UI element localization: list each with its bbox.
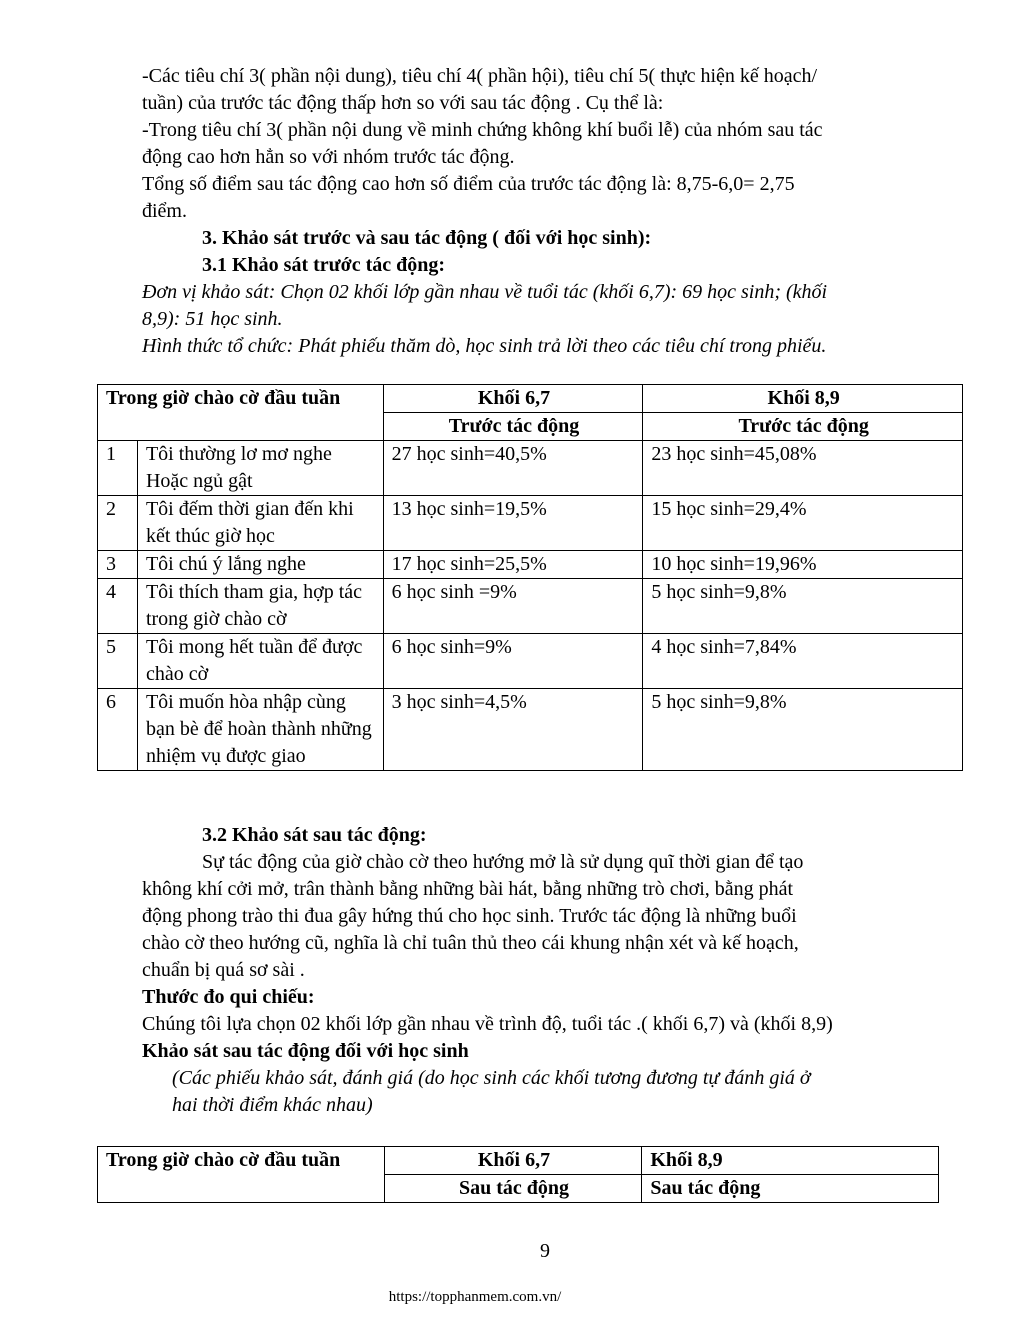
- measure-text: Chúng tôi lựa chọn 02 khối lớp gần nhau về trình độ, tuổi tác .( khối 6,7) và (khối 8,9): [142, 1013, 833, 1035]
- subheader-grade-6-7: Trước tác động: [383, 413, 643, 441]
- page-number: 9: [540, 1240, 550, 1262]
- row-criterion: Tôi đếm thời gian đến khi kết thúc giờ học: [137, 496, 383, 551]
- row-grade-6-7: 6 học sinh=9%: [383, 634, 643, 689]
- row-number: 1: [98, 441, 138, 496]
- impact-paragraph-line-5: chuẩn bị quá sơ sài .: [142, 959, 305, 981]
- header-grade-8-9: Khối 8,9: [643, 385, 963, 413]
- row-grade-8-9: 5 học sinh=9,8%: [643, 579, 963, 634]
- intro-line-3: -Trong tiêu chí 3( phần nội dung về minh chứng không khí buổi lễ) của nhóm sau tác: [142, 119, 823, 141]
- row-grade-8-9: 4 học sinh=7,84%: [643, 634, 963, 689]
- subheader-grade-6-7: Sau tác động: [384, 1175, 642, 1203]
- row-number: 6: [98, 689, 138, 771]
- table-row: [98, 634, 963, 689]
- impact-paragraph-line-3: động phong trào thi đua gây hứng thú cho học sinh. Trước tác động là những buổi: [142, 905, 797, 927]
- measure-heading: Thước đo qui chiếu:: [142, 986, 315, 1008]
- table-header-row: [98, 1147, 939, 1175]
- row-grade-6-7: 3 học sinh=4,5%: [383, 689, 643, 771]
- row-number: 5: [98, 634, 138, 689]
- post-impact-table: [97, 1146, 939, 1203]
- header-criteria: Trong giờ chào cờ đầu tuần: [98, 1147, 385, 1203]
- row-number: 4: [98, 579, 138, 634]
- row-grade-8-9: 10 học sinh=19,96%: [643, 551, 963, 579]
- intro-line-1: -Các tiêu chí 3( phần nội dung), tiêu chí 4( phần hội), tiêu chí 5( thực hiện kế hoạch/: [142, 65, 818, 87]
- section-3-1-heading: 3.1 Khảo sát trước tác động:: [202, 254, 446, 276]
- row-criterion: Tôi thích tham gia, hợp tác trong giờ chào cờ: [137, 579, 383, 634]
- section-3-2-heading: 3.2 Khảo sát sau tác động:: [202, 824, 427, 846]
- impact-paragraph-line-4: chào cờ theo hướng cũ, nghĩa là chỉ tuân thủ theo cái khung nhận xét và kế hoạch,: [142, 932, 799, 954]
- footer-url: https://topphanmem.com.vn/: [388, 1289, 562, 1305]
- subheader-grade-8-9: Sau tác động: [642, 1175, 939, 1203]
- row-criterion: Tôi chú ý lắng nghe: [137, 551, 383, 579]
- row-grade-6-7: 13 học sinh=19,5%: [383, 496, 643, 551]
- intro-line-4: động cao hơn hẳn so với nhóm trước tác động.: [142, 146, 515, 168]
- intro-line-6: điểm.: [142, 200, 187, 222]
- intro-line-2: tuần) của trước tác động thấp hơn so với sau tác động . Cụ thể là:: [142, 92, 664, 114]
- survey-note-line-1: (Các phiếu khảo sát, đánh giá (do học sinh các khối tương đương tự đánh giá ở: [172, 1067, 811, 1089]
- table-row: [98, 441, 963, 496]
- row-criterion: Tôi muốn hòa nhập cùng bạn bè để hoàn thành những nhiệm vụ được giao: [137, 689, 383, 771]
- row-grade-8-9: 15 học sinh=29,4%: [643, 496, 963, 551]
- survey-note-line-2: hai thời điểm khác nhau): [172, 1094, 373, 1116]
- intro-line-5: Tổng số điểm sau tác động cao hơn số điểm của trước tác động là: 8,75-6,0= 2,75: [142, 173, 795, 195]
- header-grade-8-9: Khối 8,9: [642, 1147, 939, 1175]
- table-row: [98, 496, 963, 551]
- survey-unit-line-1: Đơn vị khảo sát: Chọn 02 khối lớp gần nhau về tuổi tác (khối 6,7): 69 học sinh; (khối: [142, 281, 828, 303]
- header-grade-6-7: Khối 6,7: [384, 1147, 642, 1175]
- row-grade-6-7: 27 học sinh=40,5%: [383, 441, 643, 496]
- row-number: 3: [98, 551, 138, 579]
- row-grade-6-7: 6 học sinh =9%: [383, 579, 643, 634]
- table-row: [98, 579, 963, 634]
- pre-impact-table: [97, 384, 963, 771]
- header-grade-6-7: Khối 6,7: [383, 385, 643, 413]
- post-survey-heading: Khảo sát sau tác động đối với học sinh: [142, 1040, 469, 1062]
- row-criterion: Tôi mong hết tuần để được chào cờ: [137, 634, 383, 689]
- impact-paragraph-line-1: Sự tác động của giờ chào cờ theo hướng mở là sử dụng quĩ thời gian để tạo: [202, 851, 804, 873]
- row-grade-8-9: 23 học sinh=45,08%: [643, 441, 963, 496]
- row-grade-6-7: 17 học sinh=25,5%: [383, 551, 643, 579]
- header-criteria: Trong giờ chào cờ đầu tuần: [98, 385, 384, 441]
- table-row: [98, 551, 963, 579]
- row-criterion: Tôi thường lơ mơ nghe Hoặc ngủ gật: [137, 441, 383, 496]
- row-grade-8-9: 5 học sinh=9,8%: [643, 689, 963, 771]
- subheader-grade-8-9: Trước tác động: [643, 413, 963, 441]
- row-number: 2: [98, 496, 138, 551]
- table-row: [98, 689, 963, 771]
- survey-unit-line-2: 8,9): 51 học sinh.: [142, 308, 283, 330]
- survey-form: Hình thức tổ chức: Phát phiếu thăm dò, học sinh trả lời theo các tiêu chí trong phiếu.: [142, 335, 827, 357]
- section-3-heading: 3. Khảo sát trước và sau tác động ( đối với học sinh):: [202, 227, 652, 249]
- table-header-row: [98, 385, 963, 413]
- impact-paragraph-line-2: không khí cởi mở, trân thành bằng những bài hát, bằng những trò chơi, bằng phát: [142, 878, 794, 900]
